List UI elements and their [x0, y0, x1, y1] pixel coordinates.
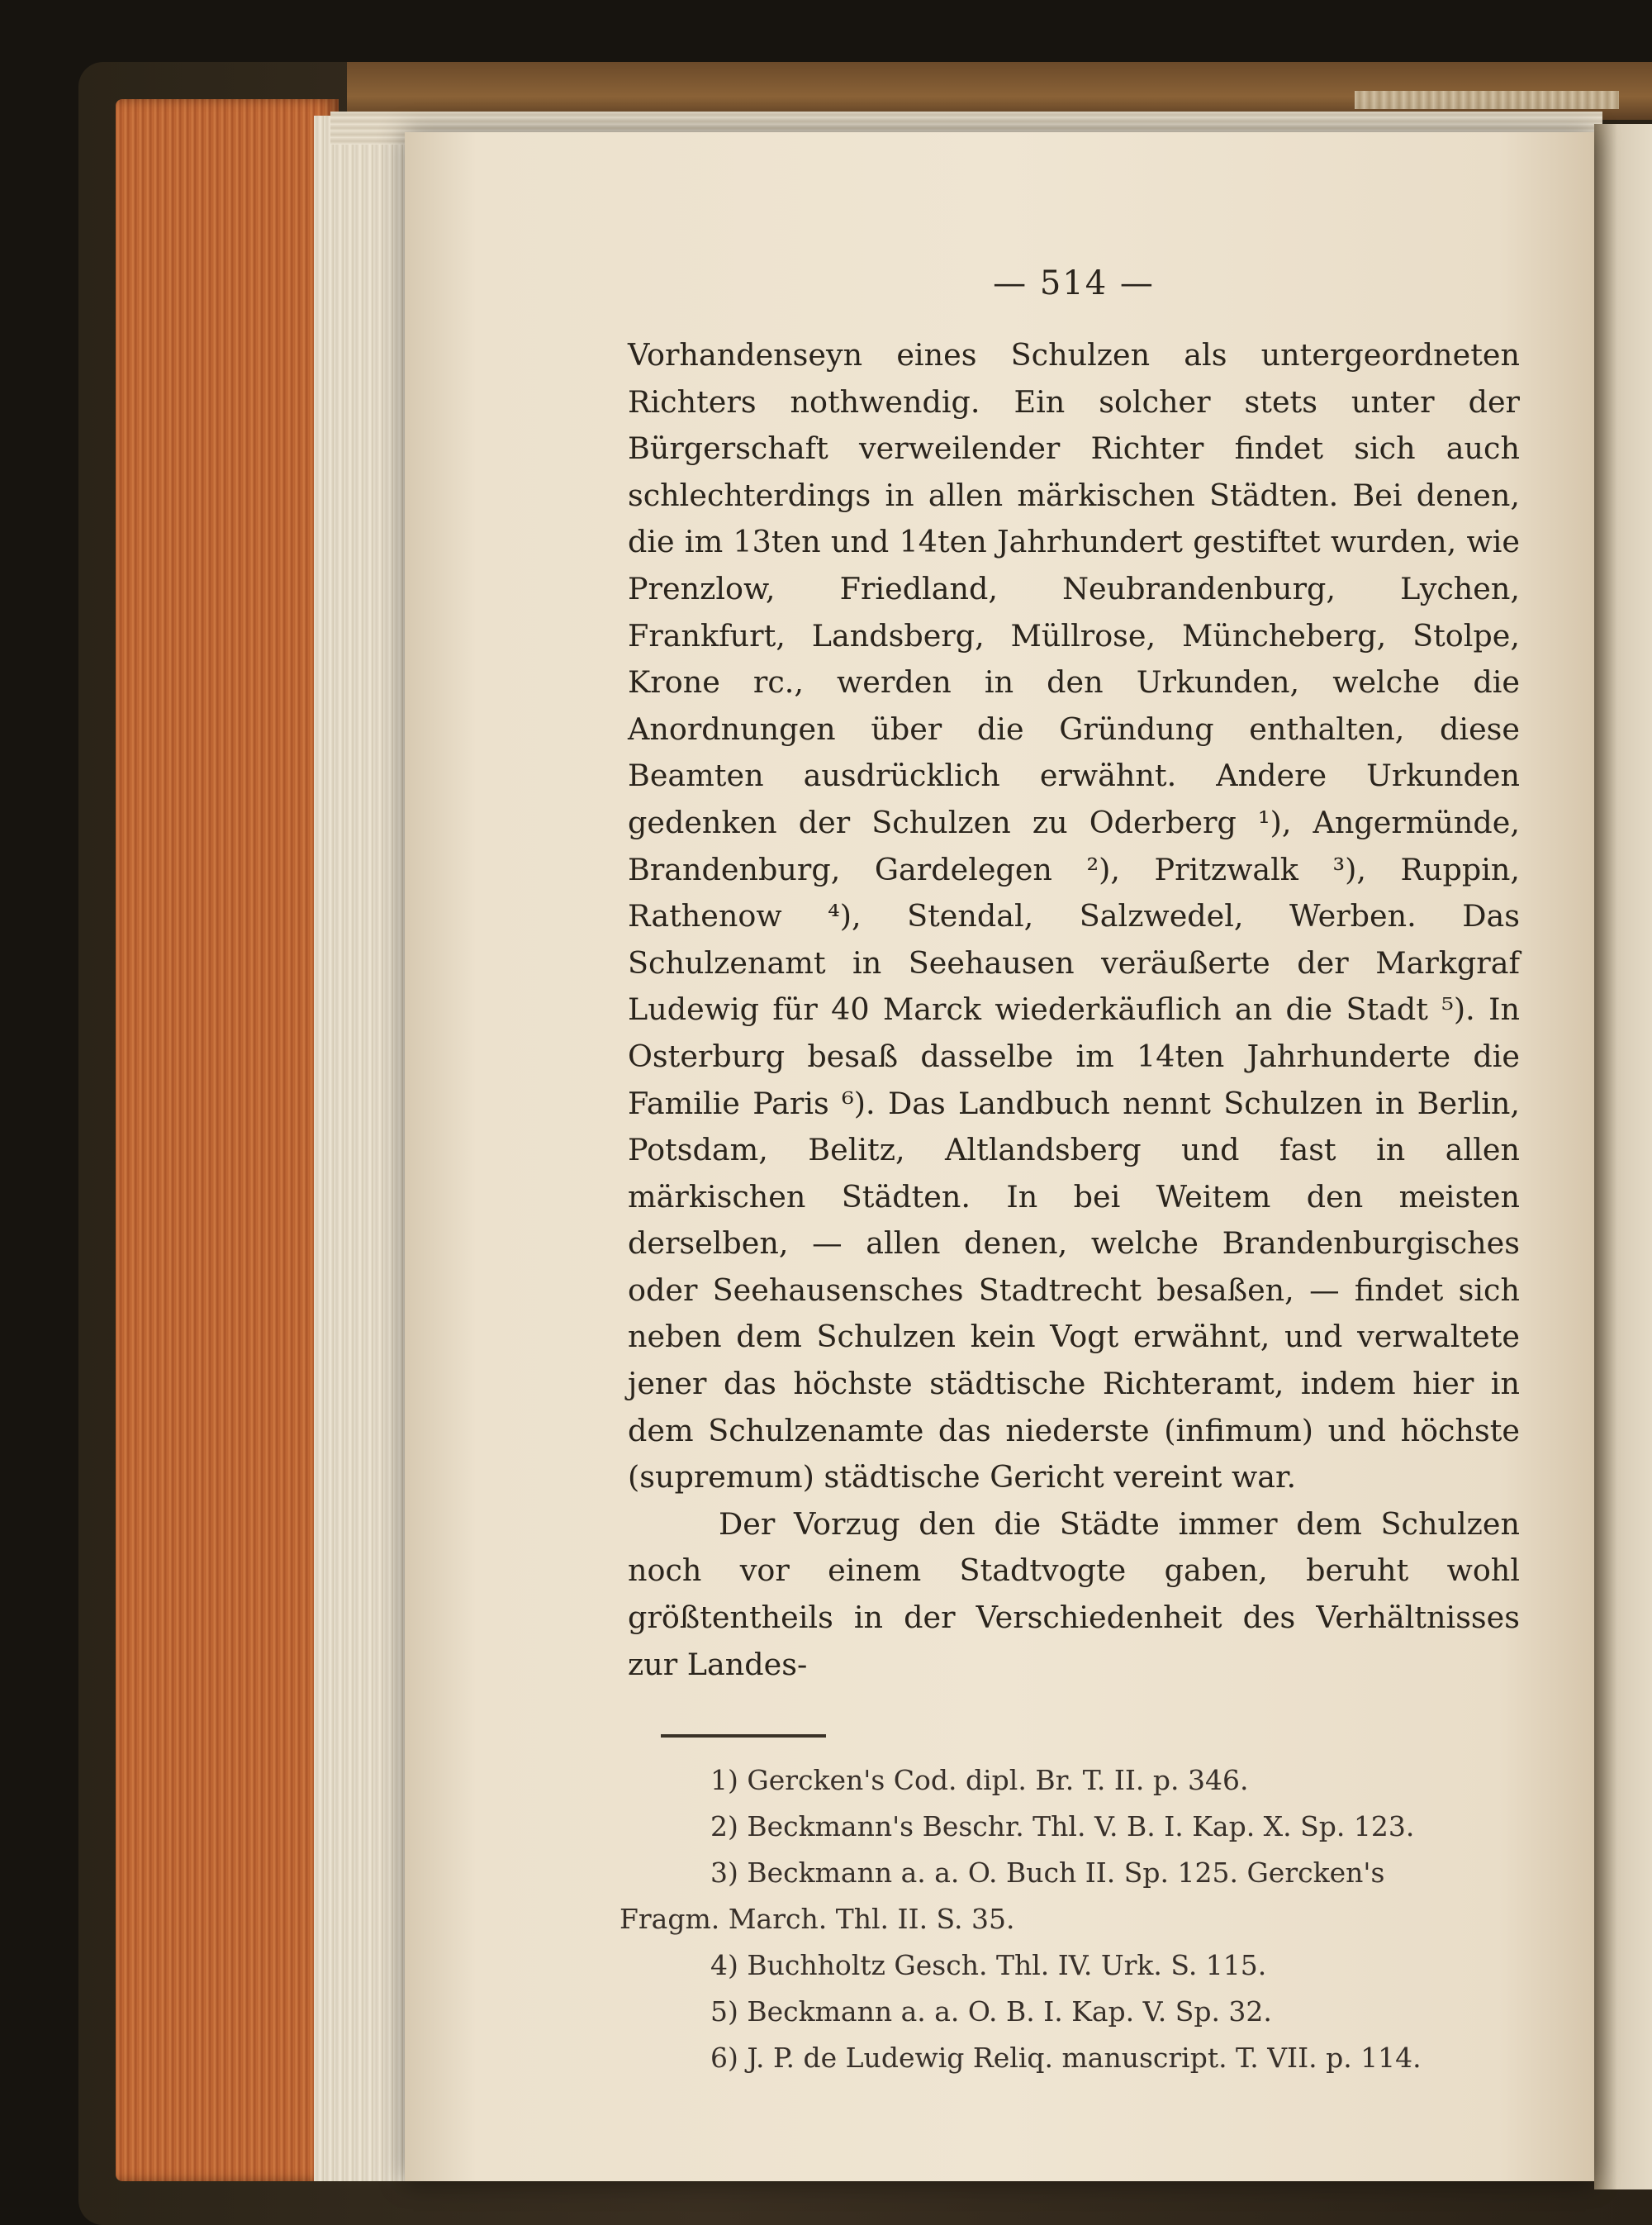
page-text-block	[620, 264, 1520, 2081]
bookmark-ribbon	[1355, 91, 1619, 109]
footnote-3-continued: Fragm. March. Thl. II. S. 35.	[620, 1903, 1015, 1936]
page-edges-left	[116, 99, 339, 2181]
page-stack-left	[314, 116, 405, 2181]
footnotes	[620, 1757, 1520, 2081]
footnote-3: 3) Beckmann a. a. O. Buch II. Sp. 125. Gercken's	[710, 1857, 1385, 1890]
footnote-4: 4) Buchholtz Gesch. Thl. IV. Urk. S. 115.	[710, 1949, 1267, 1982]
footnote-2: 2) Beckmann's Beschr. Thl. V. B. I. Kap. X. Sp. 123.	[710, 1810, 1415, 1843]
footnote-6: 6) J. P. de Ludewig Reliq. manuscript. T. VII. p. 114.	[710, 2042, 1422, 2075]
facing-page-edge	[1594, 124, 1652, 2189]
paragraph-1: Vorhandenseyn eines Schulzen als untergeordneten Richters nothwendig. Ein solcher stets unter der Bürgerschaft verweilender Richter findet sich auch schlechterdings in allen märkischen Städten. Bei denen, die im 13ten und 14ten Jahrhundert gestiftet wurden, wie Prenzlow, Friedland, Neubrandenburg, Lychen, Frankfurt, Landsberg, Müllrose, Müncheberg, Stolpe, Krone rc., werden in den Urkunden, welche die Anordnungen über die Gründung enthalten, diese Beamten ausdrücklich erwähnt. Andere Urkunden gedenken der Schulzen zu Oderberg ¹), Angermünde, Brandenburg, Gardelegen ²), Pritzwalk ³), Ruppin, Rathenow ⁴), Stendal, Salzwedel, Werben. Das Schulzenamt in Seehausen veräußerte der Markgraf Ludewig für 40 Marck wiederkäuflich an die Stadt ⁵). In Osterburg besaß dasselbe im 14ten Jahrhunderte die Familie Paris ⁶). Das Landbuch nennt Schulzen in Berlin, Potsdam, Belitz, Altlandsberg und fast in allen märkischen Städten. In bei Weitem den meisten derselben, — allen denen, welche Brandenburgisches oder Seehausensches Stadtrecht besaßen, — findet sich neben dem Schulzen kein Vogt erwähnt, und verwaltete jener das höchste städtische Richteramt, indem hier in dem Schulzenamte das niederste (infimum) und höchste (supremum) städtische Gericht vereint war.	[628, 337, 1520, 1495]
body-text	[628, 332, 1520, 1688]
paragraph-2: Der Vorzug den die Städte immer dem Schulzen noch vor einem Stadtvogte gaben, beruht wohl größtentheils in der Verschiedenheit des Verhältnisses zur Landes-	[628, 1505, 1520, 1682]
footnote-rule	[661, 1734, 826, 1738]
footnote-1: 1) Gercken's Cod. dipl. Br. T. II. p. 346.	[710, 1764, 1249, 1797]
page-number: — 514 —	[993, 264, 1155, 302]
footnote-5: 5) Beckmann a. a. O. B. I. Kap. V. Sp. 32.	[710, 1995, 1272, 2028]
